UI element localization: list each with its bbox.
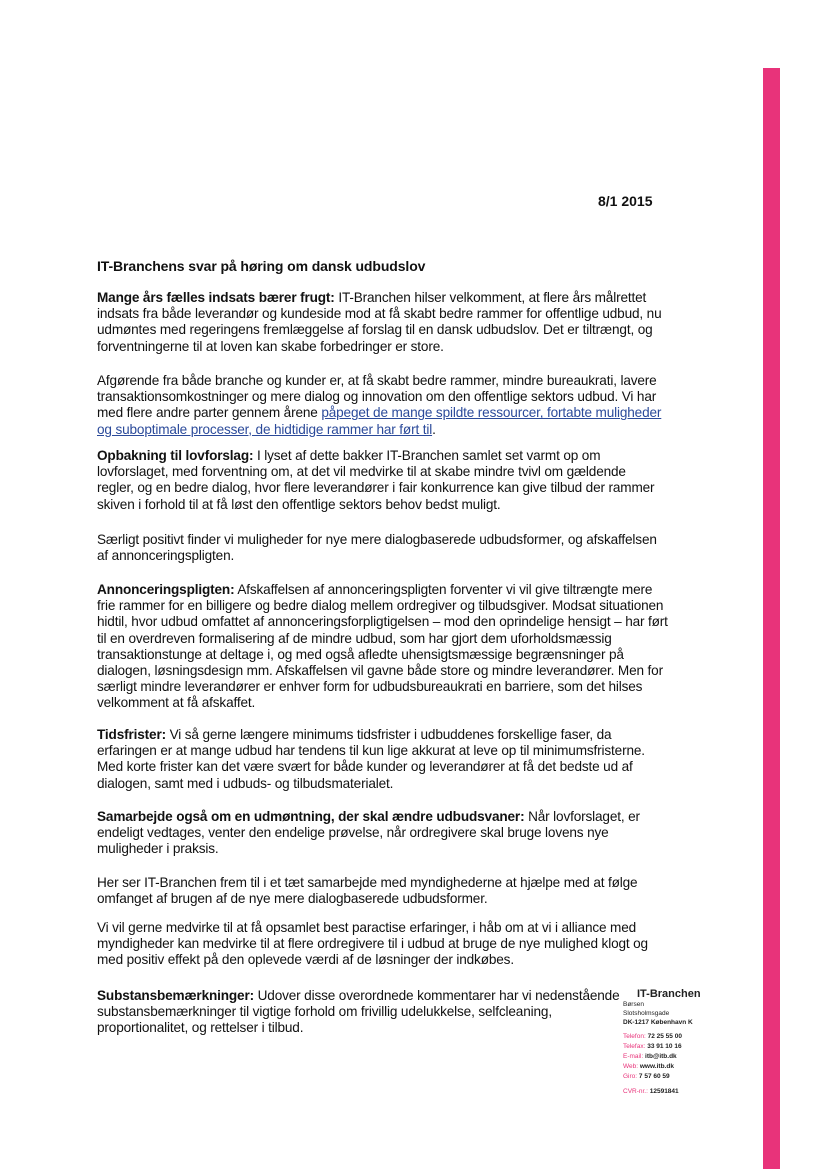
contact-value: 33 91 10 16	[647, 1043, 682, 1050]
contact-label: Telefax:	[623, 1043, 646, 1050]
paragraph-lead: Annonceringspligten:	[97, 582, 235, 597]
paragraph-saerligt	[97, 532, 665, 564]
contact-row	[623, 1032, 701, 1042]
contact-address2: Slotsholmsgade	[623, 1010, 670, 1017]
resources-link[interactable]: påpeget de mange spildte ressourcer, fortabte muligheder og suboptimale processer, de hidtidige rammer har ført til	[97, 405, 662, 437]
contact-org: IT-Branchen	[637, 988, 701, 1000]
contact-value: 72 25 55 00	[647, 1033, 682, 1040]
paragraph-text: Når lovforslaget, er endeligt vedtages, venter den endelige prøvelse, når ordregivere skal bruge lovens nye muligheder i praksis.	[97, 809, 640, 857]
contact-value: 7 57 60 59	[638, 1073, 670, 1080]
contact-label: Telefon:	[623, 1033, 646, 1040]
paragraph-opbakning	[97, 448, 665, 513]
paragraph-text: Vi så gerne længere minimums tidsfrister i udbuddenes forskellige faser, da erfaringen er at mange udbud har tendens til kun lige akkurat at leve op til minimumsfristerne. Med korte frister kan det være svært for både kunder og leverandører at få det bedste ud af dialogen, samt med i udbuds- og tilbudsmaterialet.	[97, 727, 645, 791]
contact-block	[623, 988, 701, 1097]
paragraph-lead: Substansbemærkninger:	[97, 988, 254, 1003]
contact-label: Web:	[623, 1063, 639, 1070]
contact-label: CVR-nr.:	[623, 1088, 648, 1095]
paragraph-text: Her ser IT-Branchen frem til i et tæt samarbejde med myndighederne at hjælpe med at følge omfanget af brugen af de nye mere dialogbaserede udbudsformer.	[97, 875, 638, 907]
contact-address1: Børsen	[623, 1001, 644, 1008]
document-date: 8/1 2015	[598, 193, 653, 209]
contact-value: itb@itb.dk	[645, 1053, 677, 1060]
document-heading: IT-Branchens svar på høring om dansk udbudslov	[97, 258, 426, 274]
paragraph-lead: Opbakning til lovforslag:	[97, 448, 254, 463]
paragraph-text: I lyset af dette bakker IT-Branchen samlet set varmt op om lovforslaget, med forventning om, at det vil medvirke til at skabe mindre tvivl om gældende regler, og en bedre dialog, hvor flere leverandører i fair konkurrence kan give tilbud der rammer skiven i forhold til at få løst den offentlige sektors behov bedst muligt.	[97, 448, 655, 512]
paragraph-frugt	[97, 290, 665, 355]
paragraph-tidsfrister	[97, 727, 665, 792]
paragraph-text: Særligt positivt finder vi muligheder for nye mere dialogbaserede udbudsformer, og afskaffelsen af annonceringspligten.	[97, 532, 657, 564]
paragraph-text: Afgørende fra både branche og kunder er, at få skabt bedre rammer, mindre bureaukrati, lavere transaktionsomkostninger og mere dialog og innovation om den offentlige sektors udbud. Vi har med flere andre parter gennem årene	[97, 373, 657, 421]
paragraph-medvirke	[97, 920, 672, 969]
paragraph-substans	[97, 988, 632, 1037]
contact-label: Giro:	[623, 1073, 638, 1080]
contact-cvr	[623, 1087, 701, 1097]
paragraph-lead: Mange års fælles indsats bærer frugt:	[97, 290, 335, 305]
contact-label: E-mail:	[623, 1053, 644, 1060]
contact-row	[623, 1062, 701, 1072]
paragraph-samarbejde	[97, 809, 672, 858]
paragraph-text: Udover disse overordnede kommentarer har vi nedenstående substansbemærkninger til vigtige forhold om frivillig udelukkelse, selfcleaning, proportionalitet, og rettelser i tilbud.	[97, 988, 620, 1036]
paragraph-end: .	[432, 421, 436, 437]
contact-rows	[623, 1032, 701, 1082]
paragraph-lead: Tidsfrister:	[97, 727, 166, 742]
paragraph-text: Afskaffelsen af annonceringspligten forventer vi vil give tiltrængte mere frie rammer for en billigere og bedre dialog mellem ordregiver og tilbudsgiver. Modsat situationen hidtil, hvor udbud omfattet af annonceringsforpligtigelsen – mod den oprindelige hensigt – har ført til en overdreven formalisering af de mindre udbud, som har gjort dem uforholdsmæssig transaktionstunge at deltage i, og med også afledte uhensigtsmæssige begrænsninger på dialogen, løsningsdesign mm. Afskaffelsen vil gavne både store og mindre leverandører. Men for særligt mindre leverandører er enhver form for udbudsbureaukrati en barriere, som det hilses velkomment at få afskaffet.	[97, 582, 668, 711]
paragraph-afgoerende	[97, 373, 665, 438]
paragraph-annonceringspligten	[97, 582, 672, 712]
contact-row	[623, 1052, 701, 1062]
paragraph-text: Vi vil gerne medvirke til at få opsamlet best paractise erfaringer, i håb om at vi i alliance med myndigheder kan medvirke til at flere ordregivere til i udbud at bruge de nye mulighed klogt og med positiv effekt på den oplevede værdi af de løsninger der indkøbes.	[97, 920, 648, 968]
contact-row	[623, 1072, 701, 1082]
contact-value: www.itb.dk	[639, 1063, 674, 1070]
contact-row	[623, 1042, 701, 1052]
paragraph-lead: Samarbejde også om en udmøntning, der skal ændre udbudsvaner:	[97, 809, 525, 824]
pink-margin-bar	[763, 68, 780, 1169]
contact-value: 12591841	[649, 1088, 679, 1095]
contact-address3: DK-1217 København K	[623, 1019, 693, 1026]
paragraph-text: IT-Branchen hilser velkomment, at flere års målrettet indsats fra både leverandør og kundeside mod at få skabt bedre rammer for offentlige udbud, nu udmøntes med regeringens fremlæggelse af forslag til en dansk udbudslov. Det er tiltrængt, og forventningerne til at loven kan skabe forbedringer er store.	[97, 290, 662, 354]
paragraph-her-ser	[97, 875, 665, 907]
